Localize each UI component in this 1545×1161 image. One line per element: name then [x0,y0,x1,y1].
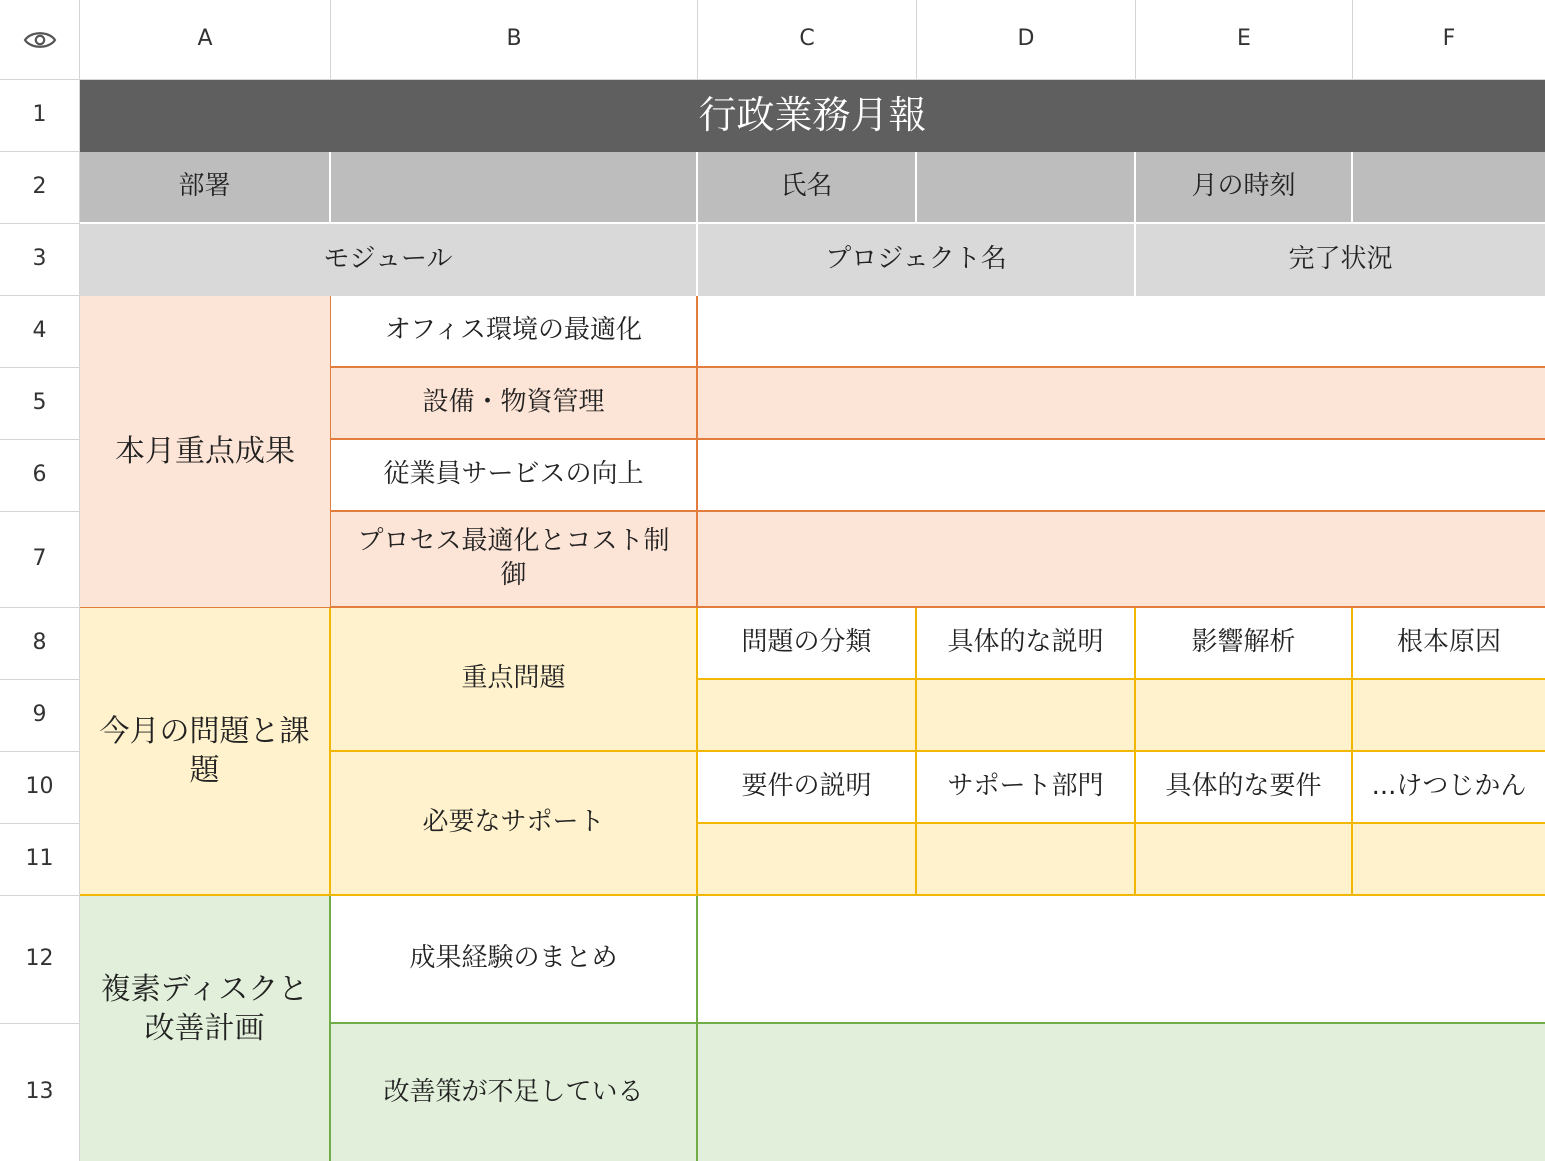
issue-header-root-cause[interactable]: 根本原因 [1353,608,1545,680]
report-title[interactable]: 行政業務月報 [80,80,1545,152]
row-header-8[interactable]: 8 [0,608,80,680]
section-achievements-label[interactable]: 本月重点成果 [80,296,331,608]
row-header-12[interactable]: 12 [0,896,80,1024]
project-header[interactable]: プロジェクト名 [698,224,1136,296]
support-input-cell[interactable] [1353,824,1545,896]
summary-item[interactable]: 成果経験のまとめ [331,896,698,1024]
achievement-item[interactable]: オフィス環境の最適化 [331,296,698,368]
row-header-6[interactable]: 6 [0,440,80,512]
achievement-item[interactable]: 設備・物資管理 [331,368,698,440]
achievement-detail-cell[interactable] [698,512,1545,608]
time-value-cell[interactable] [1353,152,1545,224]
issue-header-category[interactable]: 問題の分類 [698,608,917,680]
section-issues-label[interactable]: 今月の問題と課題 [80,608,331,896]
achievement-item[interactable]: プロセス最適化とコスト制御 [331,512,698,608]
name-label[interactable]: 氏名 [698,152,917,224]
name-value-cell[interactable] [917,152,1136,224]
issue-header-impact[interactable]: 影響解析 [1136,608,1353,680]
summary-detail-cell[interactable] [698,896,1545,1024]
column-header-a[interactable]: A [80,0,331,80]
dept-value-cell[interactable] [331,152,698,224]
row-header-11[interactable]: 11 [0,824,80,896]
improvement-detail-cell[interactable] [698,1024,1545,1161]
section-improvement-label[interactable]: 複素ディスクと改善計画 [80,896,331,1161]
column-header-f[interactable]: F [1353,0,1545,80]
support-header-detail[interactable]: 具体的な要件 [1136,752,1353,824]
achievement-detail-cell[interactable] [698,440,1545,512]
issue-input-cell[interactable] [698,680,917,752]
support-header-requirement[interactable]: 要件の説明 [698,752,917,824]
row-header-7[interactable]: 7 [0,512,80,608]
row-header-2[interactable]: 2 [0,152,80,224]
row-header-9[interactable]: 9 [0,680,80,752]
column-header-d[interactable]: D [917,0,1136,80]
support-header-deadline[interactable]: ...けつじかん [1353,752,1545,824]
issue-header-description[interactable]: 具体的な説明 [917,608,1136,680]
row-header-1[interactable]: 1 [0,80,80,152]
achievement-detail-cell[interactable] [698,296,1545,368]
support-label[interactable]: 必要なサポート [331,752,698,896]
column-header-b[interactable]: B [331,0,698,80]
issue-input-cell[interactable] [1353,680,1545,752]
column-header-e[interactable]: E [1136,0,1353,80]
support-input-cell[interactable] [917,824,1136,896]
time-label[interactable]: 月の時刻 [1136,152,1353,224]
status-header[interactable]: 完了状況 [1136,224,1545,296]
row-header-3[interactable]: 3 [0,224,80,296]
dept-label[interactable]: 部署 [80,152,331,224]
row-header-4[interactable]: 4 [0,296,80,368]
module-header[interactable]: モジュール [80,224,698,296]
achievement-detail-cell[interactable] [698,368,1545,440]
issue-input-cell[interactable] [1136,680,1353,752]
row-header-13[interactable]: 13 [0,1024,80,1161]
key-issues-label[interactable]: 重点問題 [331,608,698,752]
column-header-c[interactable]: C [698,0,917,80]
support-header-department[interactable]: サポート部門 [917,752,1136,824]
achievement-item[interactable]: 従業員サービスの向上 [331,440,698,512]
select-all-corner[interactable] [0,0,80,80]
improvement-item[interactable]: 改善策が不足している [331,1024,698,1161]
support-input-cell[interactable] [698,824,917,896]
row-header-10[interactable]: 10 [0,752,80,824]
support-input-cell[interactable] [1136,824,1353,896]
row-header-5[interactable]: 5 [0,368,80,440]
eye-icon[interactable] [23,29,57,51]
issue-input-cell[interactable] [917,680,1136,752]
